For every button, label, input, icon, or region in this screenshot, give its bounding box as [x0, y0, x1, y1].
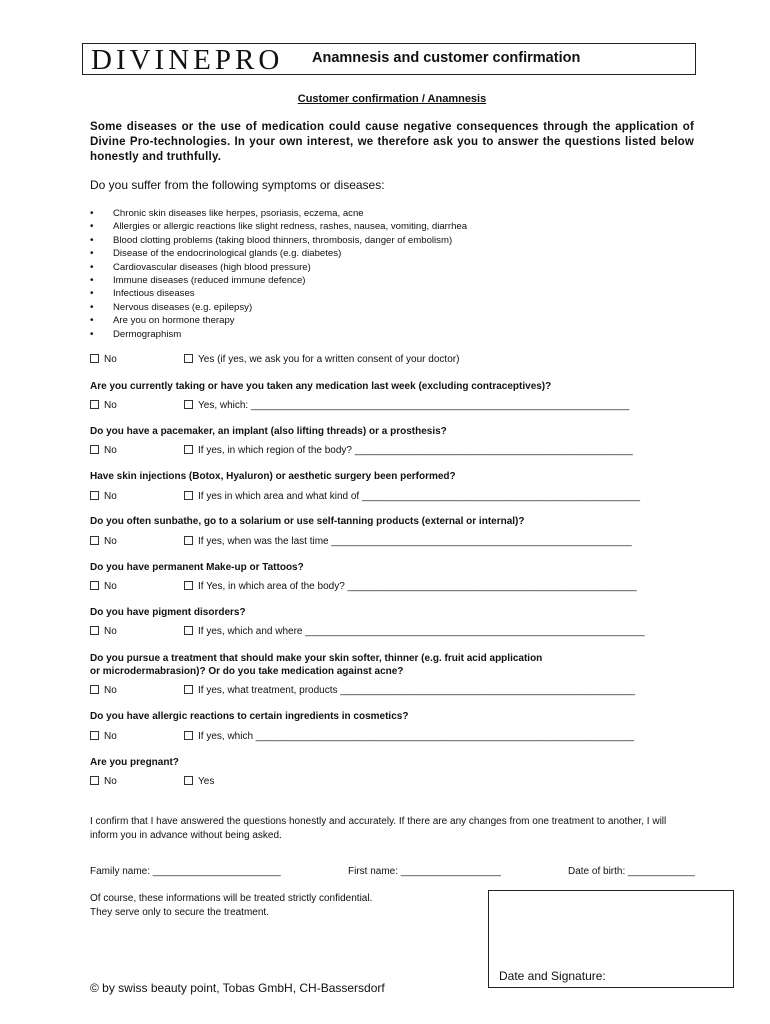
checkbox-icon[interactable]	[90, 626, 99, 635]
copyright-footer: © by swiss beauty point, Tobas GmbH, CH-Bassersdorf	[90, 981, 385, 995]
pregnant-no-option[interactable]	[90, 776, 117, 787]
option-label: No	[104, 731, 117, 742]
checkbox-icon[interactable]	[184, 536, 193, 545]
treatment-no-option[interactable]	[90, 685, 117, 696]
list-item: • Are you on hormone therapy	[90, 314, 467, 327]
pigment-yes-option[interactable]	[184, 626, 645, 637]
list-item: • Nervous diseases (e.g. epilepsy)	[90, 301, 467, 314]
checkbox-icon[interactable]	[184, 626, 193, 635]
pacemaker-yes-option[interactable]	[184, 445, 633, 456]
medication-no-option[interactable]	[90, 400, 117, 411]
makeup-yes-option[interactable]	[184, 581, 637, 592]
checkbox-icon[interactable]	[184, 354, 193, 363]
signature-label: Date and Signature:	[499, 969, 606, 983]
brand-logo: DIVINEPRO	[91, 44, 284, 76]
list-item: • Immune diseases (reduced immune defence)	[90, 274, 467, 287]
checkbox-icon[interactable]	[90, 400, 99, 409]
option-label: No	[104, 354, 117, 365]
pacemaker-no-option[interactable]	[90, 445, 117, 456]
option-label: Yes, which: ____________________________________________________________________	[198, 400, 630, 411]
option-label: If yes, when was the last time ______________________________________________________	[198, 536, 632, 547]
question-line: or microdermabrasion)? Or do you take medication against acne?	[90, 665, 404, 677]
option-label: No	[104, 581, 117, 592]
list-item: • Disease of the endocrinological glands (e.g. diabetes)	[90, 247, 467, 260]
checkbox-icon[interactable]	[90, 354, 99, 363]
family-name-field[interactable]: Family name: _______________________	[90, 866, 281, 877]
list-item: • Dermographism	[90, 328, 467, 341]
checkbox-icon[interactable]	[90, 445, 99, 454]
option-label: If yes in which area and what kind of __________________________________________________	[198, 491, 641, 502]
checkbox-icon[interactable]	[184, 776, 193, 785]
checkbox-icon[interactable]	[90, 491, 99, 500]
checkbox-icon[interactable]	[90, 536, 99, 545]
option-label: No	[104, 400, 117, 411]
checkbox-icon[interactable]	[90, 581, 99, 590]
checkbox-icon[interactable]	[184, 445, 193, 454]
option-label: No	[104, 685, 117, 696]
question-medication: Are you currently taking or have you taken any medication last week (excluding contraceptives)?	[90, 381, 552, 392]
option-label: Yes (if yes, we ask you for a written consent of your doctor)	[198, 354, 460, 365]
option-label: If Yes, in which area of the body? ____________________________________________________	[198, 581, 637, 592]
date-of-birth-field[interactable]: Date of birth: ____________	[568, 866, 695, 877]
sunbathe-yes-option[interactable]	[184, 536, 632, 547]
option-label: If yes, in which region of the body? __________________________________________________	[198, 445, 633, 456]
checkbox-icon[interactable]	[90, 731, 99, 740]
list-item: • Infectious diseases	[90, 287, 467, 300]
question-makeup-tattoos: Do you have permanent Make-up or Tattoos?	[90, 562, 304, 573]
question-sunbathe: Do you often sunbathe, go to a solarium or use self-tanning products (external or internal)?	[90, 516, 525, 527]
checkbox-icon[interactable]	[90, 776, 99, 785]
list-item: • Cardiovascular diseases (high blood pressure)	[90, 261, 467, 274]
question-line: Do you pursue a treatment that should make your skin softer, thinner (e.g. fruit acid application	[90, 653, 543, 664]
injections-yes-option[interactable]	[184, 491, 640, 502]
symptoms-lead: Do you suffer from the following symptoms or diseases:	[90, 178, 385, 192]
option-label: Yes	[198, 776, 215, 787]
injections-no-option[interactable]	[90, 491, 117, 502]
allergies-yes-option[interactable]	[184, 731, 634, 742]
checkbox-icon[interactable]	[90, 685, 99, 694]
symptoms-no-option[interactable]	[90, 354, 117, 365]
question-allergies: Do you have allergic reactions to certain ingredients in cosmetics?	[90, 711, 409, 722]
sunbathe-no-option[interactable]	[90, 536, 117, 547]
confidential-note	[90, 892, 372, 919]
list-item: • Blood clotting problems (taking blood thinners, thrombosis, danger of embolism)	[90, 234, 467, 247]
question-pacemaker: Do you have a pacemaker, an implant (also lifting threads) or a prosthesis?	[90, 426, 447, 437]
medication-yes-option[interactable]	[184, 400, 629, 411]
document-title: Anamnesis and customer confirmation	[312, 50, 581, 66]
option-label: No	[104, 445, 117, 456]
option-label: No	[104, 536, 117, 547]
question-injections: Have skin injections (Botox, Hyaluron) or aesthetic surgery been performed?	[90, 471, 456, 482]
confidential-line: They serve only to secure the treatment.	[90, 906, 269, 918]
checkbox-icon[interactable]	[184, 400, 193, 409]
checkbox-icon[interactable]	[184, 685, 193, 694]
checkbox-icon[interactable]	[184, 581, 193, 590]
list-item: • Chronic skin diseases like herpes, psoriasis, eczema, acne	[90, 207, 467, 220]
option-label: If yes, which and where _____________________________________________________________	[198, 626, 645, 637]
question-pregnant: Are you pregnant?	[90, 757, 179, 768]
option-label: If yes, which ____________________________________________________________________	[198, 731, 634, 742]
treatment-yes-option[interactable]	[184, 685, 635, 696]
question-treatment	[90, 653, 542, 678]
first-name-field[interactable]: First name: __________________	[348, 866, 501, 877]
confidential-line: Of course, these informations will be treated strictly confidential.	[90, 893, 373, 904]
section-subtitle: Customer confirmation / Anamnesis	[297, 93, 487, 105]
pigment-no-option[interactable]	[90, 626, 117, 637]
option-label: No	[104, 491, 117, 502]
option-label: No	[104, 626, 117, 637]
confirmation-text: I confirm that I have answered the questions honestly and accurately. If there are any changes from one treatment to another, I will inform you in advance without being asked.	[90, 816, 667, 841]
symptoms-yes-option[interactable]	[184, 354, 459, 365]
question-pigment: Do you have pigment disorders?	[90, 607, 246, 618]
makeup-no-option[interactable]	[90, 581, 117, 592]
option-label: If yes, what treatment, products _____________________________________________________	[198, 685, 636, 696]
signature-box[interactable]	[488, 890, 734, 988]
checkbox-icon[interactable]	[184, 491, 193, 500]
allergies-no-option[interactable]	[90, 731, 117, 742]
disease-list	[90, 207, 467, 341]
pregnant-yes-option[interactable]	[184, 776, 214, 787]
intro-text: Some diseases or the use of medication could cause negative consequences through the application of Divine Pro-technologies. In your own interest, we therefore ask you to answer the questions listed below honestly and truthfully.	[90, 121, 694, 163]
list-item: • Allergies or allergic reactions like slight redness, rashes, nausea, vomiting, diarrhea	[90, 220, 467, 233]
checkbox-icon[interactable]	[184, 731, 193, 740]
header-box	[82, 43, 696, 75]
option-label: No	[104, 776, 117, 787]
